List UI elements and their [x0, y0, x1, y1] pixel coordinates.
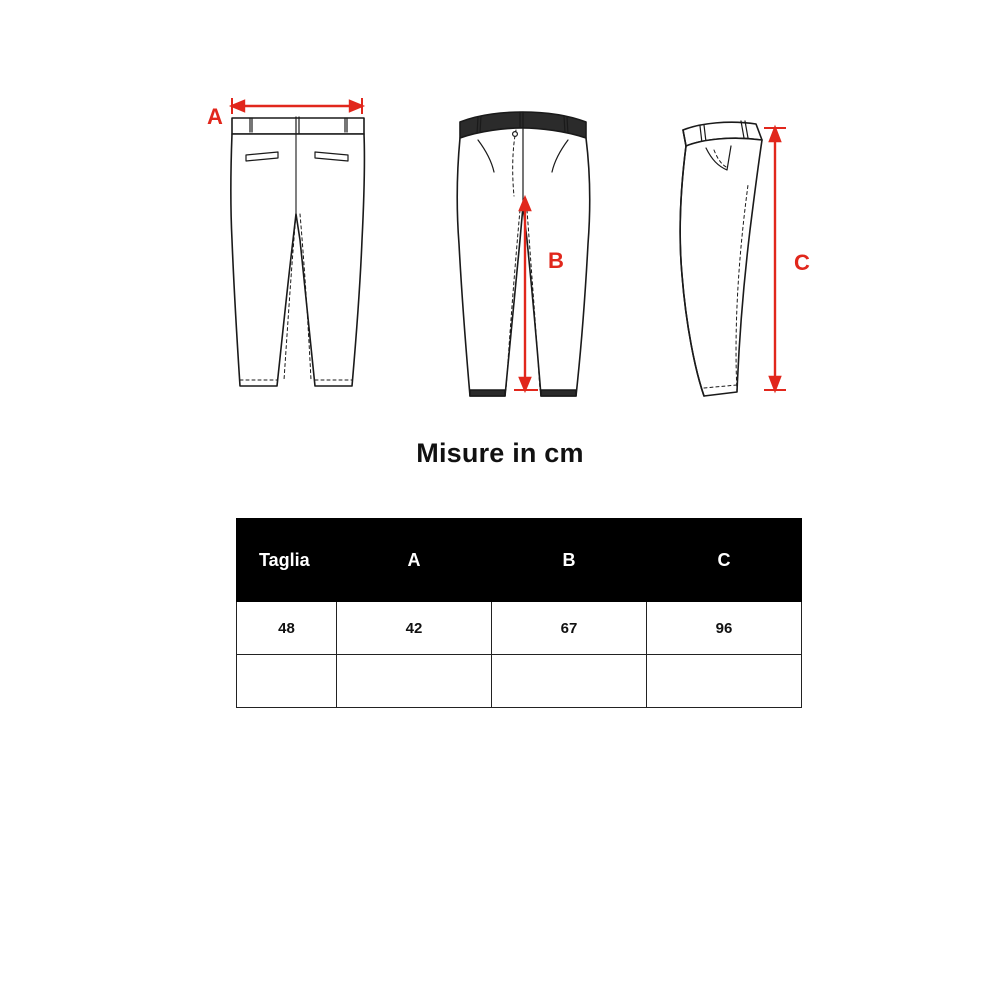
size-table-body: [237, 602, 802, 708]
measure-unit-title: Misure in cm: [416, 438, 584, 468]
measure-label-a: A: [207, 104, 223, 129]
cell-b: [492, 655, 647, 708]
cell-c: [647, 655, 802, 708]
cell-c: 96: [647, 602, 802, 655]
back-view-illustration: [231, 117, 365, 386]
table-row: [237, 655, 802, 708]
size-table-head: [237, 519, 802, 602]
measure-label-c: C: [794, 250, 810, 275]
measure-arrow-c: [764, 128, 786, 390]
table-row: [237, 602, 802, 655]
cell-a: 42: [337, 602, 492, 655]
measure-label-b: B: [548, 248, 564, 273]
cell-a: [337, 655, 492, 708]
measure-arrow-a: [232, 98, 362, 114]
side-view-illustration: [680, 121, 762, 396]
header-taglia: Taglia: [237, 519, 337, 602]
garment-diagram: [0, 0, 1000, 430]
table-header-row: [237, 519, 802, 602]
header-b: B: [492, 519, 647, 602]
front-view-illustration: [457, 112, 590, 396]
cell-size: 48: [237, 602, 337, 655]
cell-size: [237, 655, 337, 708]
cell-b: 67: [492, 602, 647, 655]
header-c: C: [647, 519, 802, 602]
header-a: A: [337, 519, 492, 602]
size-table: [236, 518, 802, 708]
